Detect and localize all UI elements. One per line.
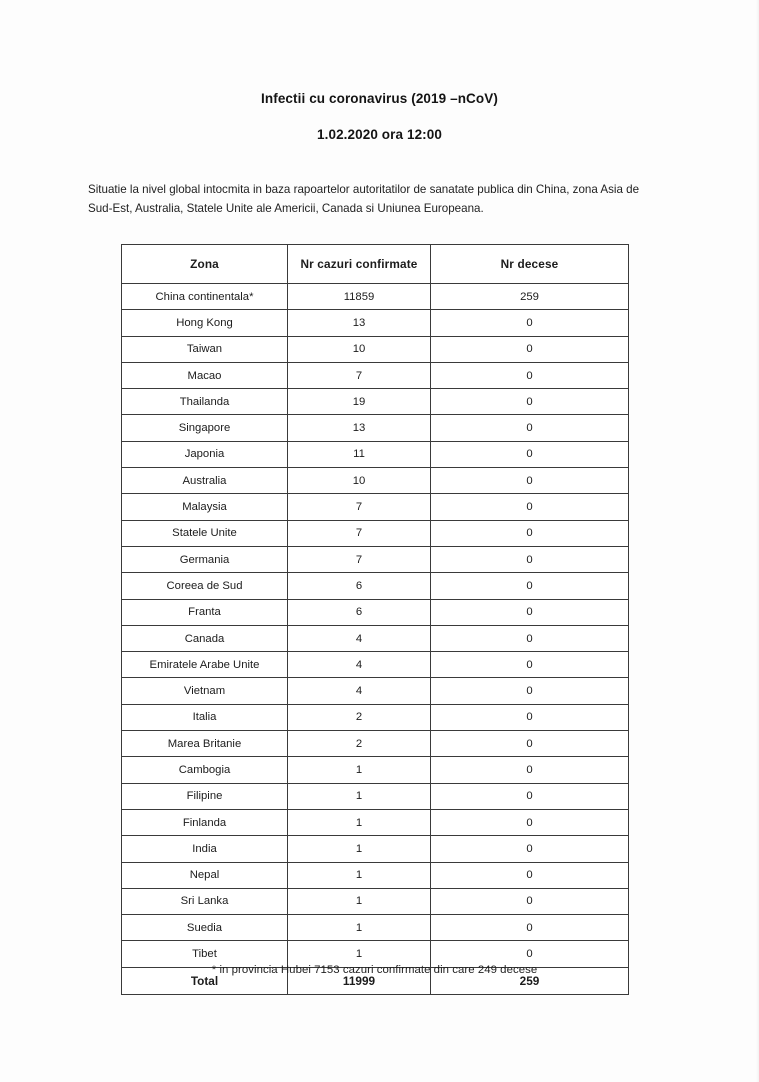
table-row: [122, 362, 629, 388]
table-row: [122, 731, 629, 757]
cell-decese: 0: [431, 625, 629, 651]
table-row: [122, 546, 629, 572]
cell-cazuri-confirmate: 2: [288, 704, 431, 730]
cell-cazuri-confirmate: 7: [288, 520, 431, 546]
cell-cazuri-confirmate: 1: [288, 809, 431, 835]
cell-cazuri-confirmate: 13: [288, 310, 431, 336]
table-row: [122, 888, 629, 914]
cell-decese: 0: [431, 757, 629, 783]
document-title: Infectii cu coronavirus (2019 –nCoV): [261, 91, 498, 106]
table-row: [122, 678, 629, 704]
table-row: [122, 809, 629, 835]
cell-cazuri-confirmate: 4: [288, 678, 431, 704]
cell-zona: Vietnam: [122, 678, 288, 704]
cell-decese: 0: [431, 336, 629, 362]
cell-zona: Thailanda: [122, 389, 288, 415]
cell-cazuri-confirmate: 13: [288, 415, 431, 441]
cell-decese: 0: [431, 704, 629, 730]
cell-zona: India: [122, 836, 288, 862]
cell-decese: 0: [431, 599, 629, 625]
table-row: [122, 468, 629, 494]
cell-decese: 0: [431, 468, 629, 494]
table-row: [122, 520, 629, 546]
document-subtitle-datetime: 1.02.2020 ora 12:00: [317, 127, 442, 142]
cell-zona: Australia: [122, 468, 288, 494]
cell-decese: 0: [431, 836, 629, 862]
cell-cazuri-confirmate: 10: [288, 468, 431, 494]
column-header-cazuri-confirmate: Nr cazuri confirmate: [288, 245, 431, 284]
cell-cazuri-confirmate: 11: [288, 441, 431, 467]
cell-decese: 0: [431, 520, 629, 546]
table-row: [122, 284, 629, 310]
cell-decese: 0: [431, 415, 629, 441]
cell-cazuri-confirmate: 7: [288, 546, 431, 572]
cell-cazuri-confirmate: 1: [288, 757, 431, 783]
cell-zona: Suedia: [122, 915, 288, 941]
cell-decese: 0: [431, 862, 629, 888]
table-row: [122, 441, 629, 467]
table-row: [122, 494, 629, 520]
cell-decese: 0: [431, 783, 629, 809]
cell-cazuri-confirmate: 6: [288, 573, 431, 599]
cell-decese: 0: [431, 573, 629, 599]
cell-decese: 0: [431, 941, 629, 967]
cell-decese: 0: [431, 731, 629, 757]
table-header: [122, 245, 629, 284]
cell-cazuri-confirmate: 1: [288, 915, 431, 941]
column-header-decese: Nr decese: [431, 245, 629, 284]
cell-decese: 0: [431, 915, 629, 941]
cell-decese: 0: [431, 494, 629, 520]
table-row: [122, 599, 629, 625]
table-row: [122, 625, 629, 651]
table-row: [122, 652, 629, 678]
cell-cazuri-confirmate: 7: [288, 494, 431, 520]
table-row: [122, 836, 629, 862]
table-row: [122, 573, 629, 599]
table-row: [122, 415, 629, 441]
cell-total-label: Total: [122, 967, 288, 994]
table-footnote: * in provincia Hubei 7153 cazuri confirmate din care 249 decese: [211, 964, 538, 976]
cell-decese: 0: [431, 888, 629, 914]
coronavirus-cases-table-wrapper: [121, 244, 628, 995]
cell-zona: Marea Britanie: [122, 731, 288, 757]
cell-zona: Cambogia: [122, 757, 288, 783]
cell-cazuri-confirmate: 6: [288, 599, 431, 625]
table-row: [122, 783, 629, 809]
cell-decese: 0: [431, 678, 629, 704]
table-row: [122, 704, 629, 730]
cell-decese: 0: [431, 441, 629, 467]
cell-zona: Nepal: [122, 862, 288, 888]
cell-cazuri-confirmate: 1: [288, 836, 431, 862]
cell-cazuri-confirmate: 4: [288, 652, 431, 678]
column-header-zona: Zona: [122, 245, 288, 284]
coronavirus-cases-table: [121, 244, 629, 995]
cell-zona: Hong Kong: [122, 310, 288, 336]
cell-cazuri-confirmate: 4: [288, 625, 431, 651]
cell-decese: 0: [431, 652, 629, 678]
cell-decese: 0: [431, 389, 629, 415]
cell-zona: Coreea de Sud: [122, 573, 288, 599]
cell-total-decese: 259: [431, 967, 629, 994]
cell-zona: Germania: [122, 546, 288, 572]
cell-cazuri-confirmate: 11859: [288, 284, 431, 310]
cell-decese: 0: [431, 310, 629, 336]
cell-cazuri-confirmate: 1: [288, 888, 431, 914]
cell-cazuri-confirmate: 19: [288, 389, 431, 415]
intro-paragraph: Situatie la nivel global intocmita in baza rapoartelor autoritatilor de sanatate publica din China, zona Asia de Sud-Est, Australia, Statele Unite ale Americii, Canada si Uniunea Europeana.: [88, 182, 640, 215]
table-row: [122, 915, 629, 941]
table-body: [122, 284, 629, 995]
cell-cazuri-confirmate: 10: [288, 336, 431, 362]
table-header-row: [122, 245, 629, 284]
cell-zona: Emiratele Arabe Unite: [122, 652, 288, 678]
cell-zona: Sri Lanka: [122, 888, 288, 914]
cell-zona: Singapore: [122, 415, 288, 441]
cell-zona: Statele Unite: [122, 520, 288, 546]
cell-zona: Macao: [122, 362, 288, 388]
cell-decese: 0: [431, 809, 629, 835]
cell-decese: 259: [431, 284, 629, 310]
cell-zona: Italia: [122, 704, 288, 730]
cell-zona: Filipine: [122, 783, 288, 809]
cell-zona: Canada: [122, 625, 288, 651]
table-row: [122, 389, 629, 415]
cell-zona: Tibet: [122, 941, 288, 967]
cell-decese: 0: [431, 546, 629, 572]
cell-zona: China continentala*: [122, 284, 288, 310]
cell-cazuri-confirmate: 1: [288, 783, 431, 809]
table-row: [122, 757, 629, 783]
cell-zona: Franta: [122, 599, 288, 625]
cell-total-cazuri-confirmate: 11999: [288, 967, 431, 994]
cell-zona: Taiwan: [122, 336, 288, 362]
cell-decese: 0: [431, 362, 629, 388]
cell-cazuri-confirmate: 1: [288, 941, 431, 967]
table-row: [122, 336, 629, 362]
cell-zona: Malaysia: [122, 494, 288, 520]
cell-zona: Japonia: [122, 441, 288, 467]
table-row: [122, 862, 629, 888]
table-row: [122, 310, 629, 336]
cell-cazuri-confirmate: 1: [288, 862, 431, 888]
cell-cazuri-confirmate: 7: [288, 362, 431, 388]
cell-zona: Finlanda: [122, 809, 288, 835]
cell-cazuri-confirmate: 2: [288, 731, 431, 757]
